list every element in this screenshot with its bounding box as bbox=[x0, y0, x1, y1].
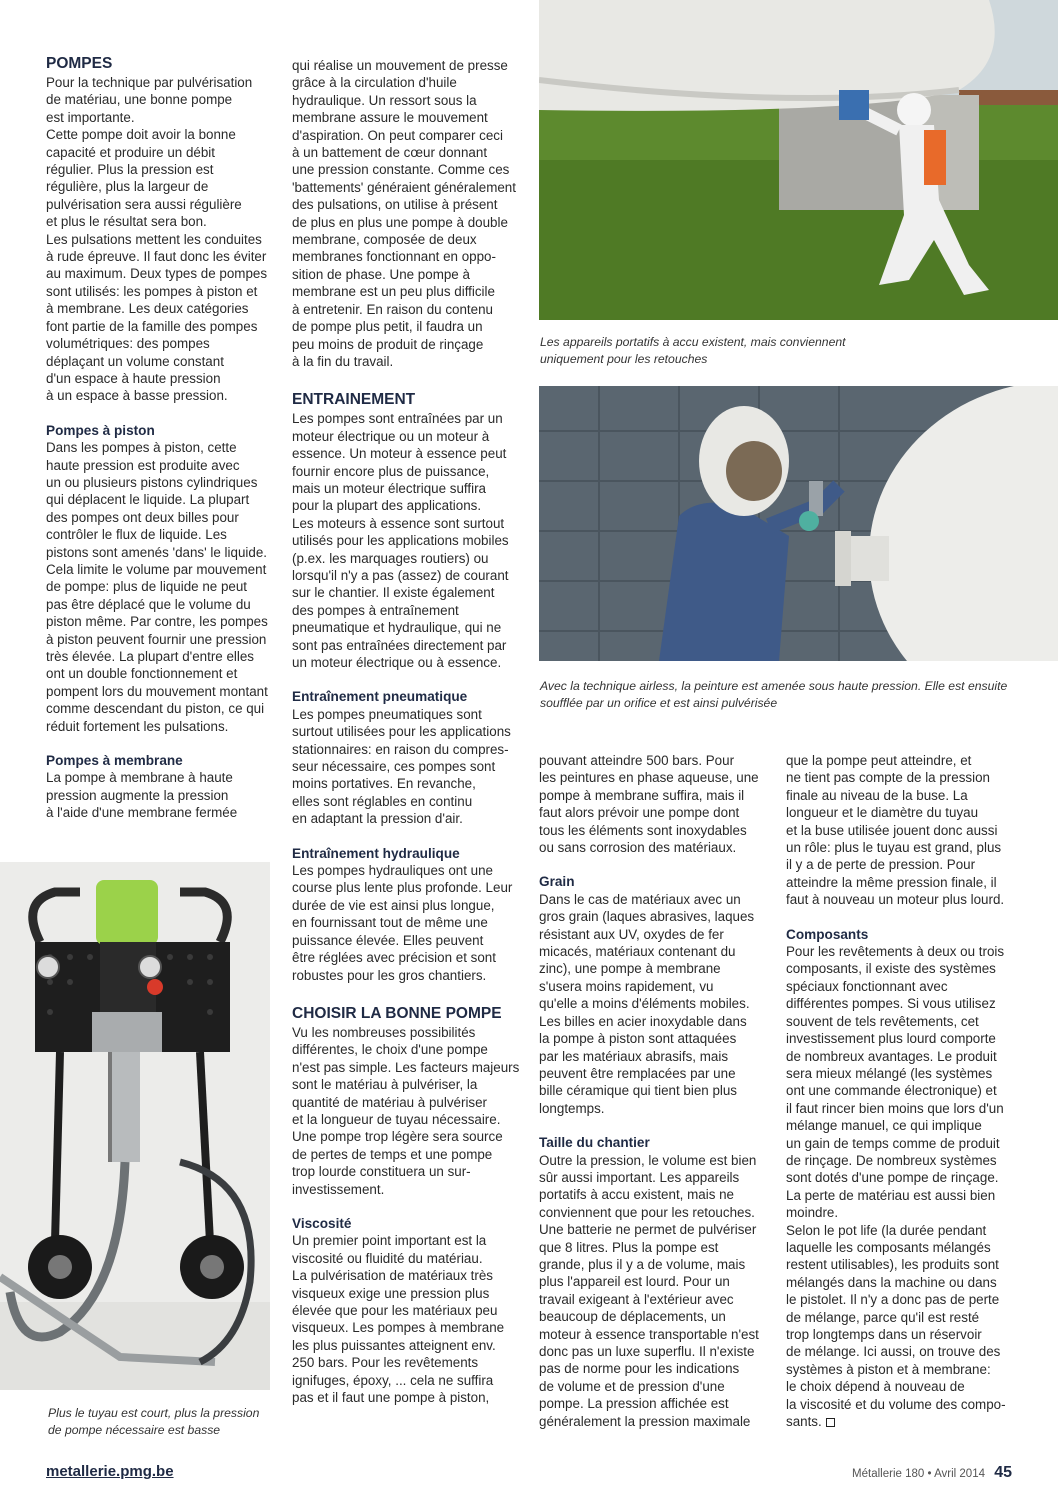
paragraph-taille-chantier: Outre la pression, le volume est bien sûr aussi important. Les appareils portatifs à accu existent, mais ne conviennent que pour les retouches. Une batterie ne permet de pulvériser que 8 litres. Plus la pompe est grande, plus il y a de volume, mais plus l'appareil est lourd. Pour un travail exigeant à l'extérieur avec beaucoup de déplacements, un moteur à essence transportable n'est donc pas un luxe superflu. Il n'existe pas de norme pour les indications de volume et de pression d'une pompe. La pression affichée est généralement la pression maximale bbox=[539, 1152, 759, 1429]
heading-pompes-piston: Pompes à piston bbox=[46, 422, 155, 438]
composants-text: Pour les revêtements à deux ou trois composants, il existe des systèmes spéciaux fonctionnant avec différentes pompes. Si vous utilisez souvent de tels revêtements, cet investissement plus lourd comporte de nombreux avantages. Le produit sera mieux mélangé (les systèmes ont une commande électronique) et il faut rincer bien moins que lors d'un mélange manuel, ce qui implique un gain de temps comme de produit de rinçage. De nombreux systèmes sont dotés d'une pompe de rinçage. La perte de matériau est aussi bien moindre. Selon le pot life (la durée pendant laquelle les composants mélangés restent utilisables), les produits sont mélangés dans la machine ou dans le pistolet. Il n'y a donc pas de perte de mélange, parce qu'il est resté trop longtemps dans un réservoir de mélange. Ici aussi, on trouve des systèmes à piston et à membrane: le choix dépend à nouveau de la viscosité et du volume des compo- sants. bbox=[786, 944, 1006, 1430]
photo-outdoor-spraying bbox=[539, 0, 1058, 320]
column-1 bbox=[46, 54, 271, 822]
caption-pump: Plus le tuyau est court, plus la pression de pompe nécessaire est basse bbox=[48, 1406, 260, 1437]
paragraph-grain: Dans le cas de matériaux avec un gros grain (laques abrasives, laques résistant aux UV, oxydes de fer micacés, matériaux contenant du zinc), une pompe à membrane s'usera moins rapidement, vu qu'elle a moins d'éléments mobiles. Les billes en acier inoxydable dans la pompe à piston sont attaquées par les matériaux abrasifs, mais peuvent être remplacées par une bille céramique qui tient bien plus longtemps. bbox=[539, 891, 755, 1116]
footer-issue-label: Métallerie 180 • Avril 2014 bbox=[852, 1468, 985, 1480]
paragraph-entrainement: Les pompes sont entraînées par un moteur électrique ou un moteur à essence. Un moteur à essence peut fournir encore plus de puissance, mais un moteur électrique suffira pour la plupart des applications. Les moteurs à essence sont surtout utilisés pour les applications mobiles (p.ex. les marquages routiers) ou lorsqu'il n'y a pas (assez) de courant sur le chantier. Il existe également des pompes à entraînement pneumatique et hydraulique, qui ne sont pas entraînées directement par un moteur électrique ou à essence. bbox=[292, 411, 509, 670]
paragraph-viscosite: Un premier point important est la viscosité ou fluidité du matériau. La pulvérisation de matériaux très visqueux exige une pression plus élevée que pour les matériaux peu visqueux. Les pompes à membrane les plus puissantes atteignent env. 250 bars. Pour les revêtements ignifuges, époxy, ... cela ne suffira pas et il faut une pompe à piston, bbox=[292, 1233, 505, 1406]
heading-entrainement-hydraulique: Entraînement hydraulique bbox=[292, 845, 460, 861]
column-4 bbox=[786, 752, 1018, 1430]
paragraph-membrane-cont: qui réalise un mouvement de presse grâce à la circulation d'huile hydraulique. Un ressort sous la membrane assure le mouvement d'aspiration. On peut comparer ceci à un battement de cœur donnant une pression constante. Comme ces 'battements' généraient généralement des pulsations, on utilise à présent de plus en plus une pompe à double membrane, composée de deux membranes fonctionnant en oppo- sition de phase. Une pompe à membrane est un peu plus difficile à entretenir. En raison du contenu de pompe plus petit, il faudra un peu moins de produit de rinçage à la fin du travail. bbox=[292, 58, 516, 369]
paragraph-choisir: Vu les nombreuses possibilités différentes, le choix d'une pompe n'est pas simple. Les facteurs majeurs sont le matériau à pulvériser, la quantité de matériau à pulvériser et la longueur de tuyau nécessaire. Une pompe trop légère sera source de pertes de temps et une pompe trop lourde constituera un sur- investissement. bbox=[292, 1024, 520, 1197]
paragraph-viscosite-cont: pouvant atteindre 500 bars. Pour les peintures en phase aqueuse, une pompe à membrane suffira, mais il faut alors prévoir une pompe dont tous les éléments sont inoxydables ou sans corrosion des matériaux. bbox=[539, 753, 759, 856]
end-of-article-icon bbox=[826, 1418, 835, 1427]
paragraph-entrainement-hydraulique: Les pompes hydrauliques ont une course plus lente plus profonde. Leur durée de vie est ainsi plus longue, en fournissant tout de même une puissance élevée. Elles peuvent être réglées avec précision et sont robustes pour les gros chantiers. bbox=[292, 863, 513, 983]
paragraph-composants bbox=[786, 943, 1018, 1430]
heading-composants: Composants bbox=[786, 926, 869, 942]
paragraph-entrainement-pneumatique: Les pompes pneumatiques sont surtout utilisées pour les applications stationnaires: en raison du compres- seur nécessaire, ces pompes sont moins portatives. En revanche, elles sont réglables en continu en adaptant la pression d'air. bbox=[292, 706, 511, 827]
photo-pump-cart bbox=[0, 862, 270, 1390]
heading-entrainement-pneumatique: Entraînement pneumatique bbox=[292, 689, 468, 705]
footer-site-link[interactable]: metallerie.pmg.be bbox=[46, 1463, 174, 1480]
paragraph-pression-cont: que la pompe peut atteindre, et ne tient pas compte de la pression finale au niveau de la buse. La longueur et le diamètre du tuyau et la buse utilisée jouent donc aussi un rôle: plus le tuyau est grand, plus il y a de perte de pression. Pour atteindre la même pression finale, il faut à nouveau un moteur plus lourd. bbox=[786, 753, 1005, 908]
heading-grain: Grain bbox=[539, 874, 575, 890]
photo-airless-spraying bbox=[539, 386, 1058, 661]
column-2 bbox=[292, 57, 524, 1406]
caption-airless: Avec la technique airless, la peinture est amenée sous haute pression. Elle est ensuite soufflée par un orifice et est ainsi pulvérisée bbox=[540, 679, 1008, 710]
footer-issue bbox=[852, 1464, 1012, 1482]
heading-pompes: POMPES bbox=[46, 55, 113, 72]
paragraph-pompes-membrane: La pompe à membrane à haute pression augmente la pression à l'aide d'une membrane fermée bbox=[46, 770, 238, 821]
caption-outdoor: Les appareils portatifs à accu existent, mais conviennent uniquement pour les retouches bbox=[540, 335, 846, 366]
page-number: 45 bbox=[994, 1464, 1012, 1481]
heading-viscosite: Viscosité bbox=[292, 1215, 352, 1231]
paragraph-pompes-piston: Dans les pompes à piston, cette haute pression est produite avec un ou plusieurs pistons cylindriques qui déplacent le liquide. La plupart des pompes ont deux billes pour contrôler le flux de liquide. Les pistons sont amenés 'dans' le liquide. Cela limite le volume par mouvement de pompe: plus de liquide ne peut pas être déplacé que le volume du piston même. Par contre, les pompes à piston peuvent fournir une pression très élevée. La plupart d'entre elles ont un double fonctionnement et pompent lors du mouvement montant comme descendant du piston, ce qui réduit fortement les pulsations. bbox=[46, 440, 268, 734]
column-3 bbox=[539, 752, 771, 1430]
heading-choisir: CHOISIR LA BONNE POMPE bbox=[292, 1004, 502, 1022]
heading-taille-chantier: Taille du chantier bbox=[539, 1135, 650, 1151]
heading-pompes-membrane: Pompes à membrane bbox=[46, 753, 183, 769]
heading-entrainement: ENTRAINEMENT bbox=[292, 391, 416, 409]
paragraph-pompes: Pour la technique par pulvérisation de matériau, une bonne pompe est importante. Cette pompe doit avoir la bonne capacité et produire un débit régulier. Plus la pression est régulière, plus la largeur de pulvérisation sera aussi régulière et plus le résultat sera bon. Les pulsations mettent les conduites à rude épreuve. Il faut donc les éviter au maximum. Deux types de pompes sont utilisés: les pompes à piston et à membrane. Les deux catégories font partie de la famille des pompes volumétriques: des pompes déplaçant un volume constant d'un espace à haute pression à un espace à basse pression. bbox=[46, 75, 268, 404]
